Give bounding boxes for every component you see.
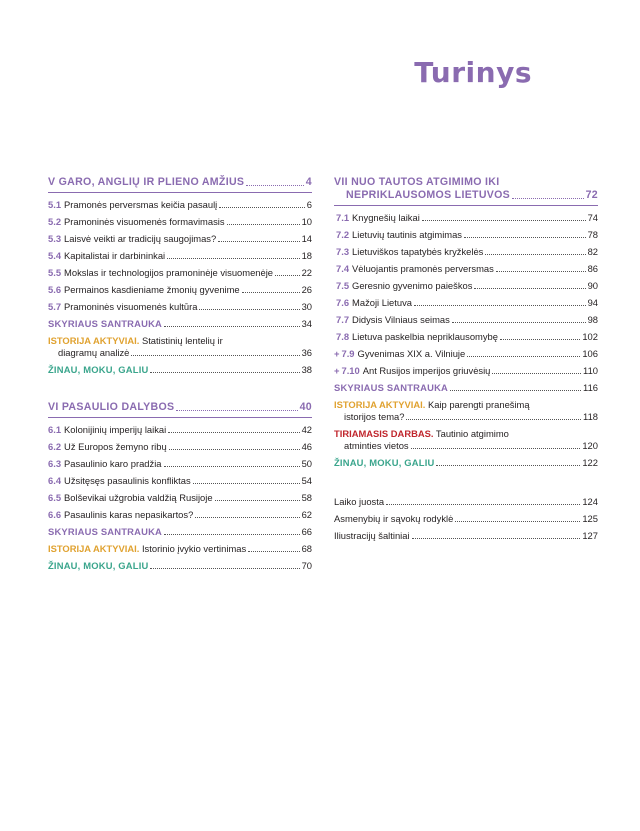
entry-page: 110 <box>583 365 598 376</box>
leader-dots <box>474 288 585 289</box>
entry-number: 7.4 <box>336 263 350 274</box>
entry-page: 127 <box>582 530 598 541</box>
entry-text: Gyvenimas XIX a. Vilniuje <box>357 348 466 359</box>
toc-entry[interactable] <box>334 227 598 244</box>
entry-text: Ant Rusijos imperijos griuvėsių <box>362 365 491 376</box>
leader-dots <box>199 309 299 310</box>
leader-dots <box>176 410 297 411</box>
entry-number: 5.2 <box>48 216 62 227</box>
toc-entry[interactable] <box>334 312 598 329</box>
entry-page: 50 <box>301 458 312 469</box>
entry-page: 118 <box>583 411 598 422</box>
leader-dots <box>485 254 585 255</box>
entry-text: Mokslas ir technologijos pramoninėje visuomenėje <box>64 267 274 278</box>
toc-entry[interactable] <box>48 282 312 299</box>
leader-dots <box>412 538 581 539</box>
toc-entry[interactable] <box>48 507 312 524</box>
leader-dots <box>500 339 580 340</box>
chapter-title: V GARO, ANGLIŲ IR PLIENO AMŽIUS <box>48 176 245 188</box>
summary-label: SKYRIAUS SANTRAUKA <box>334 382 449 393</box>
entry-number: 7.8 <box>336 331 350 342</box>
entry-page: 38 <box>301 364 312 375</box>
entry-page: 10 <box>301 216 312 227</box>
entry-text: Užsitęsęs pasaulinis konfliktas <box>64 475 191 486</box>
entry-page: 78 <box>587 229 598 240</box>
entry-text-cont: istorijos tema? <box>344 411 405 422</box>
entry-text: Pramoninės visuomenės formavimasis <box>64 216 225 227</box>
entry-text: Geresnio gyvenimo paieškos <box>352 280 473 291</box>
leader-dots <box>467 356 580 357</box>
toc-entry[interactable] <box>334 494 598 511</box>
toc-right-column <box>334 176 598 545</box>
active-label: ISTORIJA AKTYVIAI. <box>48 335 140 346</box>
entry-text: Bolševikai užgrobia valdžią Rusijoje <box>64 492 213 503</box>
leader-dots <box>242 292 300 293</box>
leader-dots <box>455 521 580 522</box>
chapter-5-active-history[interactable] <box>48 333 312 362</box>
entry-text: Laisvė veikti ar tradicijų saugojimas? <box>64 233 217 244</box>
entry-text: Knygnešių laikai <box>352 212 420 223</box>
entry-page: 34 <box>301 318 312 329</box>
toc-entry[interactable] <box>48 265 312 282</box>
entry-text: Pasaulinis karas nepasikartos? <box>64 509 194 520</box>
entry-page: 58 <box>301 492 312 503</box>
leader-dots <box>496 271 586 272</box>
chapter-6-summary[interactable] <box>48 524 312 541</box>
leader-dots <box>422 220 586 221</box>
entry-page: 86 <box>587 263 598 274</box>
entry-number: 7.1 <box>336 212 350 223</box>
toc-left-column <box>48 176 312 575</box>
entry-text: Istorinio įvykio vertinimas <box>141 543 247 554</box>
toc-entry[interactable] <box>334 244 598 261</box>
chapter-5-heading[interactable] <box>48 176 312 193</box>
toc-entry[interactable] <box>334 363 598 380</box>
leader-dots <box>414 305 586 306</box>
entry-number: 5.3 <box>48 233 62 244</box>
entry-text: Pramonės perversmas keičia pasaulį <box>64 199 218 210</box>
entry-text: Mažoji Lietuva <box>352 297 412 308</box>
leader-dots <box>219 207 305 208</box>
entry-page: 74 <box>587 212 598 223</box>
toc-entry[interactable] <box>334 261 598 278</box>
chapter-5-summary[interactable] <box>48 316 312 333</box>
entry-text: Kaip parengti pranešimą <box>427 399 530 410</box>
toc-entry[interactable] <box>334 528 598 545</box>
toc-entry[interactable] <box>334 210 598 227</box>
entry-number: 7.2 <box>336 229 350 240</box>
active-label: ISTORIJA AKTYVIAI. <box>48 543 140 554</box>
leader-dots <box>246 185 304 186</box>
toc-entry[interactable] <box>48 299 312 316</box>
leader-dots <box>150 372 299 373</box>
entry-text: Kolonijinių imperijų laikai <box>64 424 167 435</box>
entry-text: Didysis Vilniaus seimas <box>352 314 450 325</box>
entry-page: 66 <box>301 526 312 537</box>
toc-entry[interactable] <box>48 197 312 214</box>
leader-dots <box>167 258 299 259</box>
entry-page: 6 <box>306 199 312 210</box>
entry-text: Statistinių lentelių ir <box>141 335 223 346</box>
summary-label: SKYRIAUS SANTRAUKA <box>48 526 163 537</box>
leader-dots <box>406 419 581 420</box>
chapter-7-research-work[interactable] <box>334 426 598 455</box>
leader-dots <box>164 466 300 467</box>
entry-page: 18 <box>301 250 312 261</box>
chapter-6-know-can[interactable] <box>48 558 312 575</box>
entry-text-cont: diagramų analizė <box>58 347 130 358</box>
entry-text: Lietuvių tautinis atgimimas <box>352 229 462 240</box>
entry-text: Vėluojantis pramonės perversmas <box>352 263 494 274</box>
leader-dots <box>248 551 299 552</box>
entry-number: 7.7 <box>336 314 350 325</box>
entry-number: 5.1 <box>48 199 62 210</box>
entry-page: 14 <box>301 233 312 244</box>
entry-page: 116 <box>583 382 598 393</box>
toc-entry[interactable] <box>48 439 312 456</box>
know-label: ŽINAU, MOKU, GALIU <box>48 560 149 571</box>
toc-entry[interactable] <box>334 278 598 295</box>
entry-text-cont: atminties vietos <box>344 440 409 451</box>
know-label: ŽINAU, MOKU, GALIU <box>334 457 435 468</box>
entry-number: 6.4 <box>48 475 62 486</box>
entry-text: Kapitalistai ir darbininkai <box>64 250 166 261</box>
entry-number: 7.3 <box>336 246 350 257</box>
leader-dots <box>218 241 299 242</box>
entry-page: 70 <box>301 560 312 571</box>
leader-dots <box>411 448 581 449</box>
leader-dots <box>164 326 300 327</box>
leader-dots <box>436 465 580 466</box>
entry-page: 120 <box>582 440 598 451</box>
entry-text: Laiko juosta <box>334 496 385 507</box>
toc-entry[interactable] <box>334 346 598 363</box>
entry-number: 6.6 <box>48 509 62 520</box>
entry-page: 122 <box>582 457 598 468</box>
entry-text: Lietuva paskelbia nepriklausomybę <box>352 331 498 342</box>
leader-dots <box>131 355 299 356</box>
chapter-title-line2: NEPRIKLAUSOMOS LIETUVOS <box>346 189 511 201</box>
entry-page: 125 <box>582 513 598 524</box>
plus-icon: + <box>334 348 340 359</box>
entry-text: Pasaulinio karo pradžia <box>64 458 162 469</box>
chapter-page: 40 <box>299 401 312 413</box>
entry-page: 62 <box>301 509 312 520</box>
toc-entry[interactable] <box>48 248 312 265</box>
entry-number: 5.4 <box>48 250 62 261</box>
entry-page: 26 <box>301 284 312 295</box>
chapter-6-active-history[interactable] <box>48 541 312 558</box>
chapter-title: VI PASAULIO DALYBOS <box>48 401 175 413</box>
chapter-7-heading[interactable] <box>334 176 598 206</box>
leader-dots <box>195 517 299 518</box>
entry-page: 22 <box>301 267 312 278</box>
entry-number: 7.10 <box>341 365 360 376</box>
entry-page: 54 <box>301 475 312 486</box>
active-label: ISTORIJA AKTYVIAI. <box>334 399 426 410</box>
toc-entry[interactable] <box>48 214 312 231</box>
leader-dots <box>164 534 300 535</box>
entry-page: 106 <box>582 348 598 359</box>
entry-page: 68 <box>301 543 312 554</box>
entry-page: 98 <box>587 314 598 325</box>
leader-dots <box>512 198 584 199</box>
chapter-5-know-can[interactable] <box>48 362 312 379</box>
toc-entry[interactable] <box>48 456 312 473</box>
entry-number: 6.2 <box>48 441 62 452</box>
entry-number: 5.7 <box>48 301 62 312</box>
entry-page: 42 <box>301 424 312 435</box>
entry-page: 102 <box>582 331 598 342</box>
chapter-page: 4 <box>305 176 312 188</box>
leader-dots <box>169 449 300 450</box>
leader-dots <box>450 390 581 391</box>
entry-number: 7.6 <box>336 297 350 308</box>
entry-text: Pramoninės visuomenės kultūra <box>64 301 198 312</box>
chapter-7-know-can[interactable] <box>334 455 598 472</box>
leader-dots <box>452 322 586 323</box>
entry-text: Permainos kasdieniame žmonių gyvenime <box>64 284 240 295</box>
entry-number: 7.5 <box>336 280 350 291</box>
entry-page: 36 <box>301 347 312 358</box>
entry-text: Asmenybių ir sąvokų rodyklė <box>334 513 454 524</box>
entry-number: 7.9 <box>341 348 355 359</box>
leader-dots <box>464 237 586 238</box>
leader-dots <box>215 500 300 501</box>
entry-text: Lietuviškos tapatybės kryžkelės <box>352 246 484 257</box>
chapter-6-heading[interactable] <box>48 401 312 418</box>
entry-text: Tautinio atgimimo <box>435 428 509 439</box>
toc-entry[interactable] <box>334 295 598 312</box>
leader-dots <box>386 504 580 505</box>
leader-dots <box>168 432 299 433</box>
know-label: ŽINAU, MOKU, GALIU <box>48 364 149 375</box>
leader-dots <box>275 275 300 276</box>
entry-number: 6.3 <box>48 458 62 469</box>
entry-page: 124 <box>582 496 598 507</box>
entry-text: Už Europos žemyno ribų <box>64 441 167 452</box>
entry-page: 90 <box>587 280 598 291</box>
chapter-7-summary[interactable] <box>334 380 598 397</box>
toc-entry[interactable] <box>48 231 312 248</box>
leader-dots <box>227 224 300 225</box>
entry-page: 30 <box>301 301 312 312</box>
page-title: Turinys <box>414 56 532 89</box>
leader-dots <box>193 483 300 484</box>
summary-label: SKYRIAUS SANTRAUKA <box>48 318 163 329</box>
entry-page: 82 <box>587 246 598 257</box>
entry-number: 5.6 <box>48 284 62 295</box>
research-label: TIRIAMASIS DARBAS. <box>334 428 434 439</box>
entry-number: 6.5 <box>48 492 62 503</box>
leader-dots <box>492 373 581 374</box>
plus-icon: + <box>334 365 340 376</box>
toc-entry[interactable] <box>48 422 312 439</box>
entry-number: 6.1 <box>48 424 62 435</box>
toc-entry[interactable] <box>48 473 312 490</box>
chapter-page: 72 <box>585 189 598 201</box>
toc-entry[interactable] <box>48 490 312 507</box>
toc-entry[interactable] <box>334 511 598 528</box>
entry-page: 94 <box>587 297 598 308</box>
chapter-title-line1: VII NUO TAUTOS ATGIMIMO IKI <box>334 176 500 188</box>
entry-number: 5.5 <box>48 267 62 278</box>
leader-dots <box>150 568 299 569</box>
chapter-7-active-history[interactable] <box>334 397 598 426</box>
entry-page: 46 <box>301 441 312 452</box>
entry-text: Iliustracijų šaltiniai <box>334 530 410 541</box>
toc-entry[interactable] <box>334 329 598 346</box>
